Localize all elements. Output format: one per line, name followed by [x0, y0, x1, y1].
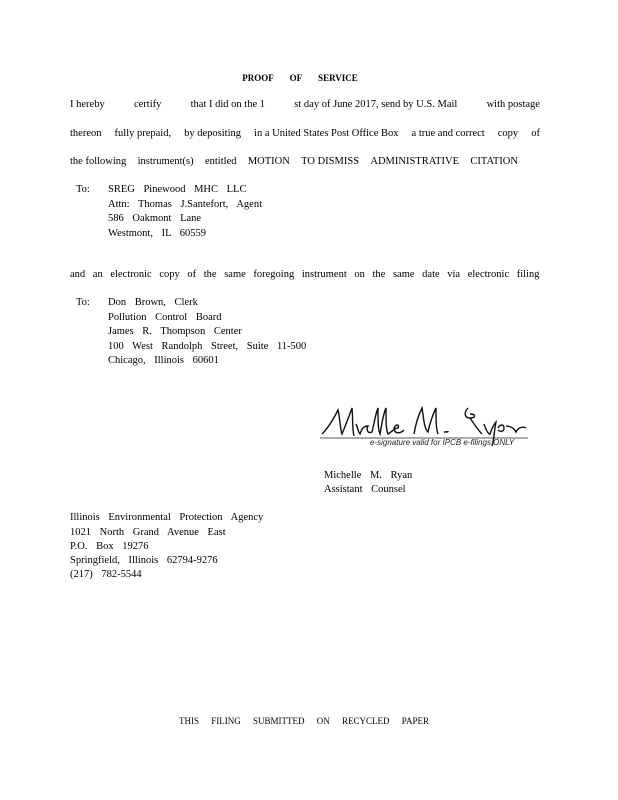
certification-text: of: [531, 128, 540, 139]
certification-text: I hereby: [70, 99, 105, 110]
certification-line-2: [70, 128, 540, 139]
certification-line-1: [70, 99, 540, 110]
document-title: PROOF OF SERVICE: [242, 73, 358, 83]
recipient-1-line: 586 Oakmont Lane: [108, 213, 202, 224]
agency-line: P.O. Box 19276: [70, 541, 149, 552]
recipient-2-line: Don Brown, Clerk: [108, 297, 198, 308]
agency-line: (217) 782-5544: [70, 569, 142, 580]
certification-text: entitled: [204, 156, 237, 167]
recipient-1-to-label: To:: [76, 184, 90, 195]
agency-line: 1021 North Grand Avenue East: [70, 527, 226, 538]
recipient-1-line: Attn: Thomas J.Santefort, Agent: [108, 199, 263, 210]
certification-line-3: [70, 156, 518, 167]
certification-text: the following: [70, 156, 127, 167]
certification-text: in a United States Post Office Box: [254, 128, 399, 139]
certification-text: CITATION: [470, 156, 518, 167]
signer-name: Michelle M. Ryan: [324, 470, 413, 481]
certification-text: fully prepaid,: [114, 128, 172, 139]
recipient-2-to-label: To:: [76, 297, 90, 308]
certification-text: with postage: [486, 99, 540, 110]
certification-text: certify: [133, 99, 162, 110]
agency-line: Illinois Environmental Protection Agency: [70, 512, 264, 523]
certification-text: a true and correct: [411, 128, 485, 139]
recipient-1-line: Westmont, IL 60559: [108, 228, 206, 239]
recipient-2-line: Pollution Control Board: [108, 312, 222, 323]
recipient-2-line: Chicago, Illinois 60601: [108, 355, 219, 366]
certification-text: instrument(s): [137, 156, 194, 167]
certification-text: by depositing: [184, 128, 242, 139]
certification-text: TO DISMISS: [301, 156, 360, 167]
certification-text: copy: [497, 128, 519, 139]
agency-line: Springfield, Illinois 62794-9276: [70, 555, 218, 566]
signature-caption: e-signature valid for IPCB e-filings ONLY: [370, 438, 515, 447]
footer-note: THIS FILING SUBMITTED ON RECYCLED PAPER: [179, 716, 429, 726]
certification-text: ADMINISTRATIVE: [370, 156, 460, 167]
electronic-copy-line: and an electronic copy of the same foregoing instrument on the same date via electronic filing: [70, 269, 540, 280]
certification-text: that I did on the 1: [190, 99, 266, 110]
certification-text: MOTION: [247, 156, 290, 167]
signer-role: Assistant Counsel: [324, 484, 406, 495]
recipient-2-line: 100 West Randolph Street, Suite 11-500: [108, 341, 307, 352]
recipient-1-line: SREG Pinewood MHC LLC: [108, 184, 247, 195]
certification-text: thereon: [70, 128, 102, 139]
certification-text: st day of June 2017, send by U.S. Mail: [294, 99, 458, 110]
recipient-2-line: James R. Thompson Center: [108, 326, 242, 337]
